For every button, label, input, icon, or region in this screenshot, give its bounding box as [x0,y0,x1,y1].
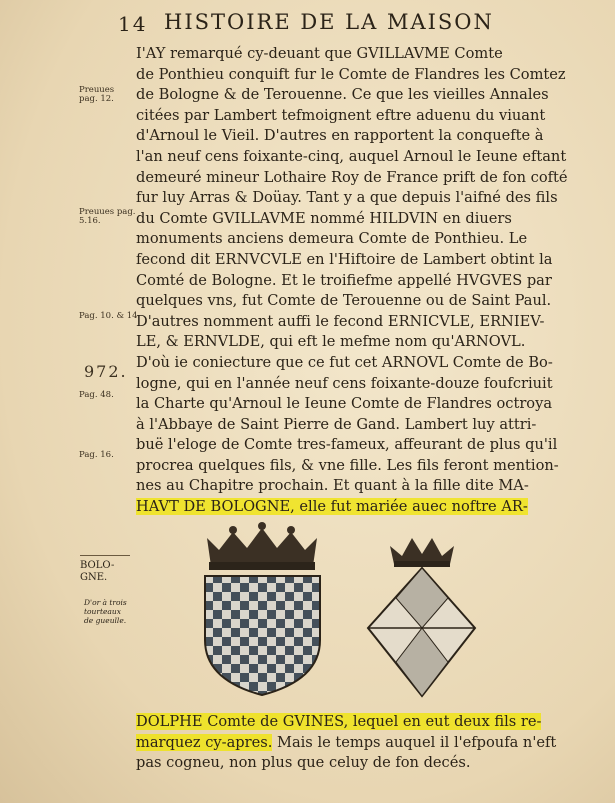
text-line: buë l'eloge de Comte tres-fameux, affeurant de plus qu'il [136,436,558,454]
body-text [136,44,602,518]
caption-rule [80,555,130,556]
highlighted-text-line [136,733,606,754]
margin-note-1-line-a: Preuues [79,85,115,95]
text-line: D'autres nomment auffi le fecond ERNICVLE, ERNIEV- [136,312,545,330]
arms-caption-title [80,560,114,584]
text-line: pas cogneu, non plus que celuy de fon decés. [136,754,471,772]
running-title: HISTOIRE DE LA MAISON [164,10,494,34]
text-line: Comté de Bologne. Et le troifiefme appellé HVGVES par [136,271,552,289]
text-line: demeuré mineur Lothaire Roy de France prift de fon cofté [136,168,568,186]
text-line: de Ponthieu conquift fur le Comte de Flandres les Comtez [136,65,566,83]
text-line: monuments anciens demeura Comte de Ponthieu. Le [136,230,528,248]
margin-note-1-line-b: pag. 12. [79,94,114,104]
caption-title-line-b: GNE. [80,572,108,583]
text-line: du Comte GVILLAVME nommé HILDVIN en diuers [136,209,512,227]
text-line: d'Arnoul le Vieil. D'autres en rapportent la conquefte à [136,127,544,145]
page-number: 14 [118,12,148,36]
text-line: à l'Abbaye de Saint Pierre de Gand. Lambert luy attri- [136,415,537,433]
text-line: procrea quelques fils, & vne fille. Les fils feront mention- [136,456,559,474]
text-line: D'où ie coniecture que ce fut cet ARNOVL Comte de Bo- [136,353,553,371]
text-line: logne, qui en l'année neuf cens foixante-douze foufcriuit [136,374,553,392]
highlight-mark: HAVT DE BOLOGNE, [136,498,295,516]
margin-note-3: Pag. 10. & 14. [79,311,141,321]
highlight-mark: marquez cy-apres. [136,733,273,751]
page-header [118,10,598,40]
bottom-text [136,712,606,774]
text-line: LE, & ERNVLDE, qui eft le mefme nom qu'ARNOVL. [136,333,526,351]
highlight-mark: elle fut mariée auec noftre AR- [294,498,528,516]
text-line: fur luy Arras & Doüay. Tant y a que depuis l'aifné des fils [136,189,558,207]
caption-desc-line-a: D'or à trois [84,598,127,607]
margin-note-4: Pag. 48. [79,390,114,400]
margin-note-1 [79,86,114,104]
caption-title-line-a: BOLO- [80,560,115,571]
caption-desc-line-c: de gueulle. [84,616,127,625]
coat-of-arms-bologne-icon [195,520,330,700]
text-line: citées par Lambert tefmoignent eftre aduenu du viuant [136,106,546,124]
text-line: quelques vns, fut Comte de Terouenne ou de Saint Paul. [136,292,552,310]
text-line: la Charte qu'Arnoul le Ieune Comte de Flandres octroya [136,395,553,413]
arms-caption-desc [84,598,127,625]
coat-of-arms-lozenge-icon [360,528,480,703]
text-fragment: Mais le temps auquel il l'efpoufa n'eft [272,733,557,751]
margin-note-5: Pag. 16. [79,450,114,460]
text-line: fecond dit ERNVCVLE en l'Hiftoire de Lambert obtint la [136,250,553,268]
caption-desc-line-b: tourteaux [84,607,121,616]
text-line: I'AY remarqué cy-deuant que GVILLAVME Comte [136,45,503,62]
margin-note-2-line-b: 5.16. [79,216,101,226]
text-line: l'an neuf cens foixante-cinq, auquel Arnoul le Ieune eftant [136,147,567,165]
margin-note-2-line-a: Preuues pag. [79,207,136,217]
text-line: nes au Chapitre prochain. Et quant à la fille dite MA- [136,477,529,495]
margin-year: 972. [84,362,128,381]
highlighted-text-line [136,712,606,733]
highlight-mark: DOLPHE Comte de GVINES, lequel en eut deux fils re- [136,713,542,730]
margin-note-2 [79,208,136,226]
highlighted-text-line [136,497,602,518]
text-line: de Bologne & de Terouenne. Ce que les vieilles Annales [136,86,549,104]
